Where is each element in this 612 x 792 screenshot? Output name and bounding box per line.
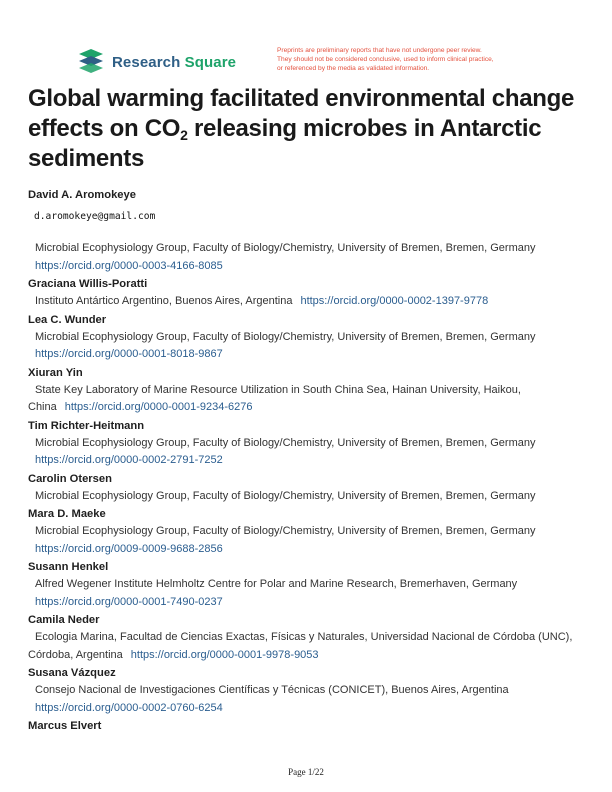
logo-text (112, 54, 236, 71)
orcid-link[interactable]: https://orcid.org/0009-0009-9688-2856 (35, 542, 223, 555)
orcid-link[interactable]: https://orcid.org/0000-0001-9978-9053 (130, 648, 319, 661)
author-affiliation (28, 523, 574, 558)
author-entry (28, 311, 588, 364)
author-entry (28, 664, 588, 717)
logo-text-square: Square (184, 53, 237, 71)
author-name: Susana Vázquez (28, 667, 116, 679)
affiliation-text: Microbial Ecophysiology Group, Faculty of Biology/Chemistry, University of Bremen, Bremen, Germany (35, 525, 536, 537)
orcid-link[interactable]: https://orcid.org/0000-0001-8018-9867 (35, 348, 223, 360)
orcid-link[interactable]: https://orcid.org/0000-0002-0760-6254 (35, 701, 223, 714)
title-subscript: 2 (180, 127, 188, 143)
title-part-2: releasing microbes in Antarctic sediments (28, 115, 542, 172)
author-name: David A. Aromokeye (28, 189, 136, 201)
author-name: Xiuran Yin (28, 366, 83, 379)
research-square-logo-icon (76, 48, 106, 76)
affiliation-text: Instituto Antártico Argentino, Buenos Aires, Argentina (35, 295, 293, 307)
author-name: Carolin Otersen (28, 472, 112, 485)
affiliation-text: Microbial Ecophysiology Group, Faculty of Biology/Chemistry, University of Bremen, Bremen, Germany (35, 489, 536, 502)
disclaimer-line: They should not be considered conclusive, used to inform clinical practice, (277, 56, 494, 63)
author-name: Lea C. Wunder (28, 313, 107, 326)
author-affiliation (28, 293, 574, 311)
author-email[interactable]: d.aromokeye@gmail.com (34, 211, 156, 222)
affiliation-text: Microbial Ecophysiology Group, Faculty of Biology/Chemistry, University of Bremen, Bremen, Germany (35, 330, 536, 343)
orcid-link[interactable]: https://orcid.org/0000-0001-9234-6276 (64, 401, 253, 413)
title-part-1: Global warming facilitated environmental change effects on CO (28, 85, 575, 142)
author-entry (28, 717, 588, 735)
page-number: Page 1/22 (288, 767, 324, 777)
author-entry (28, 558, 588, 611)
author-name: Camila Neder (28, 614, 100, 626)
disclaimer-line: Preprints are preliminary reports that have not undergone peer review. (277, 47, 482, 54)
author-entry (28, 417, 588, 470)
author-affiliation (28, 329, 574, 364)
orcid-link[interactable]: https://orcid.org/0000-0002-1397-9778 (300, 295, 489, 307)
author-affiliation (28, 382, 574, 417)
author-name: Marcus Elvert (28, 720, 102, 732)
author-entry (28, 611, 588, 664)
affiliation-text: Ecologia Marina, Facultad de Ciencias Exactas, Físicas y Naturales, Universidad Nacional de Córdoba (UNC), Córdoba, Argentina (28, 631, 573, 661)
page-header (76, 46, 556, 76)
author-affiliation (28, 240, 574, 275)
orcid-link[interactable]: https://orcid.org/0000-0001-7490-0237 (35, 595, 223, 608)
preprint-disclaimer (277, 46, 567, 73)
author-entry (28, 275, 588, 311)
affiliation-text: State Key Laboratory of Marine Resource Utilization in South China Sea, Hainan University, Haikou, China (28, 383, 521, 413)
orcid-link[interactable]: https://orcid.org/0000-0002-2791-7252 (35, 454, 223, 466)
affiliation-text: Consejo Nacional de Investigaciones Científicas y Técnicas (CONICET), Buenos Aires, Argentina (35, 684, 509, 696)
author-affiliation (28, 435, 574, 470)
research-square-logo[interactable] (76, 48, 236, 76)
affiliation-text: Microbial Ecophysiology Group, Faculty of Biology/Chemistry, University of Bremen, Bremen, Germany (35, 436, 536, 449)
author-affiliation (28, 629, 574, 664)
author-entry (28, 505, 588, 558)
author-affiliation (28, 682, 574, 717)
author-list (28, 186, 588, 735)
orcid-link[interactable]: https://orcid.org/0000-0003-4166-8085 (35, 259, 223, 272)
author-affiliation (28, 488, 574, 506)
author-entry (28, 470, 588, 506)
logo-text-research: Research (112, 53, 181, 71)
paper-title (28, 84, 588, 174)
affiliation-text: Microbial Ecophysiology Group, Faculty of Biology/Chemistry, University of Bremen, Bremen, Germany (35, 242, 536, 254)
disclaimer-line: or referenced by the media as validated information. (277, 65, 430, 72)
author-name: Graciana Willis-Poratti (28, 278, 148, 290)
affiliation-text: Alfred Wegener Institute Helmholtz Centre for Polar and Marine Research, Bremerhaven, Germany (35, 578, 518, 590)
author-name: Mara D. Maeke (28, 508, 106, 520)
author-entry (28, 364, 588, 417)
author-name: Susann Henkel (28, 561, 109, 573)
author-entry (28, 186, 588, 275)
author-name: Tim Richter-Heitmann (28, 419, 145, 432)
author-affiliation (28, 576, 574, 611)
